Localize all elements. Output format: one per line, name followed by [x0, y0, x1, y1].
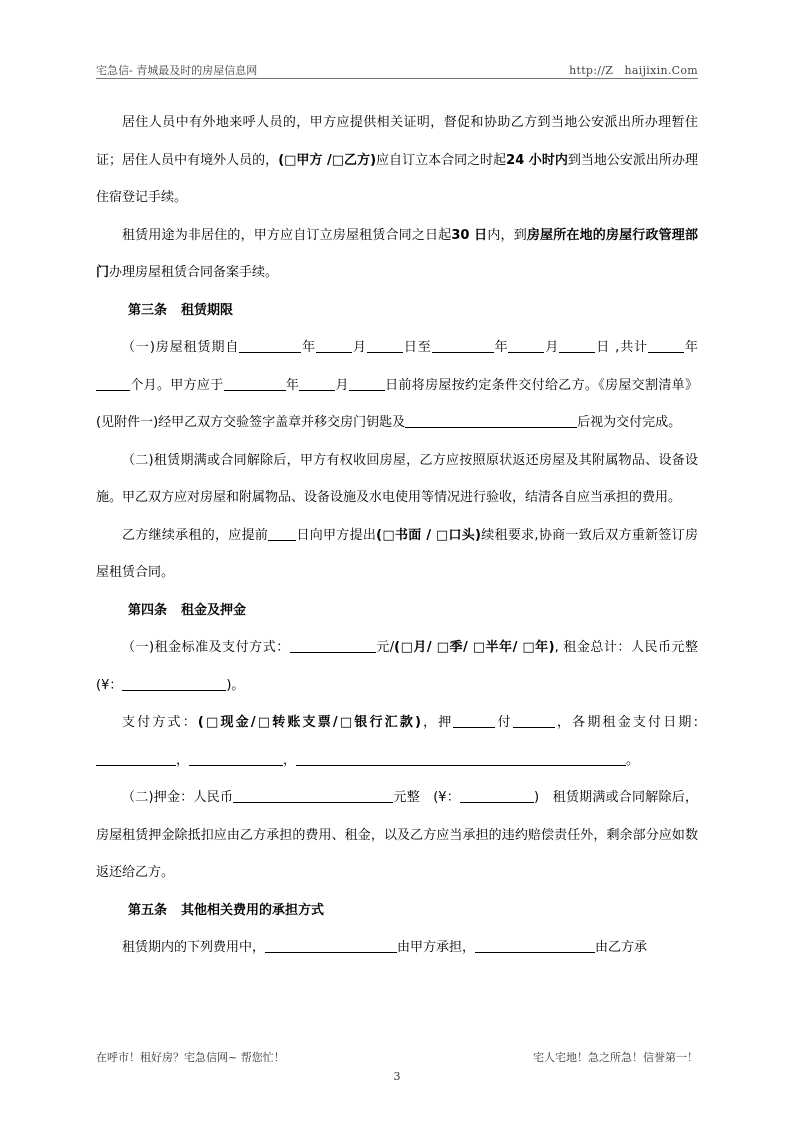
blank-handover-items[interactable] [405, 414, 577, 428]
article-4-heading: 第四条 租金及押金 [128, 602, 247, 618]
header-site-name: 宅急信- 青城最及时的房屋信息网 [96, 64, 258, 77]
blank-pay-count[interactable] [513, 714, 555, 728]
header-divider [96, 78, 698, 79]
paragraph-lease-term: （一)房屋租赁期自 年 月 日至 年 月 日 ,共计 年个月。甲方应于 年 月 日前将房屋按约定条件交付给乙方。《房屋交割清单》(见附件一)经甲乙双方交验签字盖章并移交房门钥匙及 后视为交付完成。 [96, 340, 698, 430]
page-footer [96, 1049, 698, 1065]
document-body [96, 104, 698, 967]
blank-end-month[interactable] [508, 339, 544, 353]
blank-start-month[interactable] [316, 339, 352, 353]
article-3-heading: 第三条 租赁期限 [128, 302, 234, 318]
footer-slogan-left: 在呼市！租好房？宅急信网~ 帮您忙！ [96, 1051, 285, 1064]
blank-deliver-day[interactable] [349, 377, 385, 391]
blank-rent-total[interactable] [122, 677, 226, 691]
blank-rent-amount[interactable] [290, 639, 376, 653]
blank-deliver-month[interactable] [299, 377, 335, 391]
blank-pay-date-1[interactable] [96, 752, 176, 766]
party-choice: (□甲方 /□乙方) [278, 152, 377, 168]
rent-period-choice: (□月/ □季/ □半年/ □年) [394, 640, 555, 655]
page-number: 3 [393, 1070, 401, 1083]
paragraph-rent: （一)租金标准及支付方式： 元/(□月/ □季/ □半年/ □年), 租金总计：人民币元整(¥： )。 [96, 640, 698, 693]
blank-total-months[interactable] [96, 377, 130, 391]
article-5-heading: 第五条 其他相关费用的承担方式 [128, 902, 325, 918]
blank-start-year[interactable] [239, 339, 301, 353]
paragraph-renewal: 乙方继续承租的，应提前 日向甲方提出(□书面 / □口头)续租要求,协商一致后双方重新签订房屋租赁合同。 [96, 527, 698, 580]
blank-pay-date-2[interactable] [189, 752, 283, 766]
blank-start-day[interactable] [367, 339, 403, 353]
blank-deliver-year[interactable] [224, 377, 286, 391]
deadline-24h: 24 小时内 [506, 152, 568, 168]
blank-end-year[interactable] [432, 339, 494, 353]
paragraph-deposit: （二)押金：人民币 元整 (¥： ) 租赁期满或合同解除后，房屋租赁押金除抵扣应由乙方承担的费用、租金，以及乙方应当承担的违约赔偿责任外，剩余部分应如数返还给乙方。 [96, 790, 699, 880]
footer-slogan-right: 宅人宅地！急之所急！信誉第一！ [533, 1051, 698, 1064]
housing-authority: 房屋所在地的房屋行政管理部门 [96, 227, 698, 280]
blank-pay-date-3[interactable] [296, 752, 626, 766]
renewal-method-choice: (□书面 / □口头) [376, 527, 481, 543]
blank-deposit-amount[interactable] [233, 789, 393, 803]
paragraph-lease-end: （二)租赁期满或合同解除后，甲方有权收回房屋，乙方应按照原状返还房屋及其附属物品、设备设施。甲乙双方应对房屋和附属物品、设备设施及水电使用等情况进行验收，结清各自应当承担的费用。 [96, 452, 698, 505]
header-url: http://Z haijixin.Com [569, 64, 698, 77]
paragraph-registration: 居住人员中有外地来呼人员的，甲方应提供相关证明，督促和协助乙方到当地公安派出所办理暂住证；居住人员中有境外人员的，(□甲方 /□乙方)应自订立本合同之时起24 小时内到当地公安派出所办理住宿登记手续。 [96, 115, 698, 205]
payment-method-choice: (□现金/□转账支票/□银行汇款) [197, 715, 421, 730]
blank-renewal-days[interactable] [268, 527, 296, 541]
paragraph-fees: 租赁期内的下列费用中， 由甲方承担， 由乙方承 [122, 940, 648, 955]
paragraph-payment: 支付方式：(□现金/□转账支票/□银行汇款)，押 付 ，各期租金支付日期:， ， 。 [96, 704, 698, 779]
page-header [96, 62, 698, 78]
blank-end-day[interactable] [559, 339, 595, 353]
blank-deposit-count[interactable] [453, 714, 495, 728]
blank-landlord-fees[interactable] [265, 939, 397, 953]
blank-deposit-figure[interactable] [460, 789, 534, 803]
blank-total-years[interactable] [648, 339, 684, 353]
paragraph-filing: 租赁用途为非居住的，甲方应自订立房屋租赁合同之日起30 日内，到房屋所在地的房屋行政管理部门办理房屋租赁合同备案手续。 [96, 227, 698, 280]
blank-tenant-fees[interactable] [475, 939, 595, 953]
